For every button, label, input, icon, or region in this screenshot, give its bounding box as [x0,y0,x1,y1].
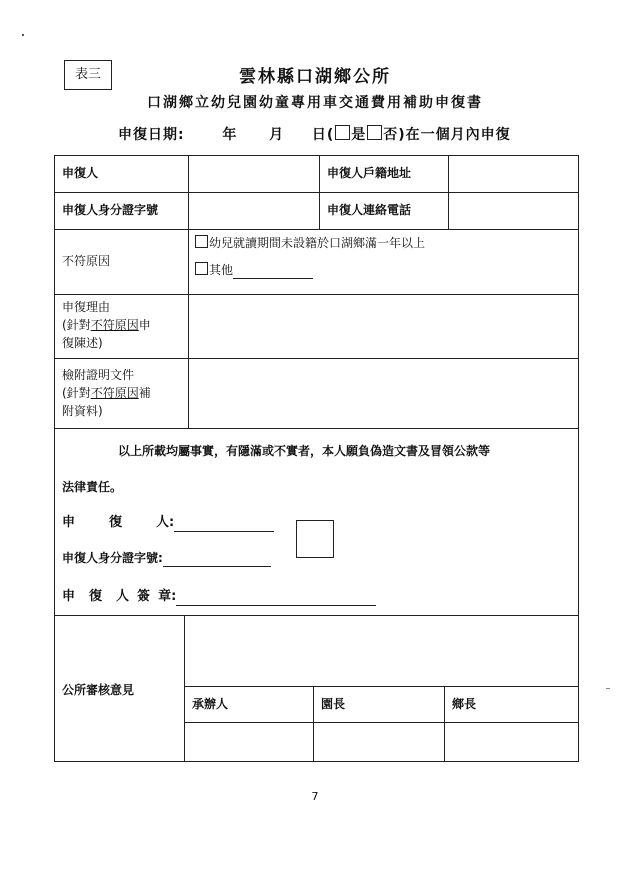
table-border-left [54,155,55,762]
reason-option-residency-text: 幼兒就讀期間未設籍於口湖鄉滿一年以上 [209,236,426,250]
date-prefix: 申復日期: [118,127,185,143]
appeal-reason-input[interactable] [190,296,577,357]
date-suffix: )在一個月內申復 [398,127,511,143]
principal-label: 園長 [321,697,346,711]
signature-char: 簽 [137,589,151,604]
table-line [313,686,314,761]
date-day: 日( [311,127,335,143]
other-checkbox[interactable] [195,262,208,275]
phone-label: 申復人連絡電話 [327,203,412,217]
table-line [184,722,579,723]
handler-label: 承辦人 [192,697,229,711]
reason-label: 不符原因 [62,254,111,268]
appeal-reason-line1: 申復理由 [62,300,111,314]
signer-char: 人: [156,515,175,530]
signer-id-row [62,549,271,567]
table-line [448,155,449,229]
review-label: 公所審核意見 [62,683,135,697]
signer-char: 申 [62,515,76,530]
appeal-reason-line3: 復陳述) [62,336,103,350]
signature-row [62,588,376,606]
signer-input[interactable] [174,517,274,532]
signature-char: 人 [116,589,130,604]
mayor-label: 鄉長 [452,697,477,711]
signature-char: 章: [158,589,177,604]
table-line [54,229,579,230]
signer-id-label: 申復人身分證字號: [62,551,163,565]
yes-checkbox[interactable] [335,125,350,140]
address-input[interactable] [450,157,577,191]
table-line [54,428,579,429]
signer-char: 復 [109,515,123,530]
appeal-reason-label [62,298,151,352]
applicant-label: 申復人 [62,166,99,180]
attachments-underlined: 不符原因 [90,386,139,400]
attachments-line1: 檢附證明文件 [62,368,135,382]
attachments-input[interactable] [190,360,577,427]
page-title: 雲林縣口湖鄉公所 [239,67,391,87]
mayor-signature[interactable] [446,724,577,760]
address-label: 申復人戶籍地址 [327,166,412,180]
principal-signature[interactable] [315,724,443,760]
signer-id-input[interactable] [163,552,271,567]
reason-option-other-text: 其他 [209,263,234,277]
reason-option-other [194,261,313,279]
date-month: 月 [269,127,285,143]
scan-mark [606,688,610,689]
attachments-post: 補 [138,386,151,400]
table-line [184,686,579,687]
residency-checkbox[interactable] [195,235,208,248]
page-number: 7 [311,790,319,803]
attachments-pre: (針對 [62,386,91,400]
date-no: 否 [383,127,399,143]
table-border-right [578,155,579,762]
appeal-reason-pre: (針對 [62,318,91,332]
table-line [54,294,579,295]
no-checkbox[interactable] [367,125,382,140]
id-number-label: 申復人身分證字號 [62,203,159,217]
id-number-input[interactable] [190,194,318,228]
reason-option-residency [194,234,425,252]
table-line [319,155,320,229]
attachments-line2 [62,384,151,402]
appeal-date-line [118,124,511,144]
signer-row [62,514,274,532]
signature-char: 申 [62,589,76,604]
applicant-input[interactable] [190,157,318,191]
form-label: 表三 [64,60,112,90]
phone-input[interactable] [450,194,577,228]
signature-char: 復 [89,589,103,604]
table-line [54,192,579,193]
seal-box[interactable] [296,520,334,558]
table-line [54,358,579,359]
table-line [54,155,579,156]
table-border-bottom [54,761,579,762]
attachments-label [62,366,151,420]
declaration-line2: 法律責任。 [62,480,123,494]
handler-signature[interactable] [186,724,312,760]
date-year: 年 [222,127,238,143]
review-opinion-input[interactable] [186,617,578,685]
appeal-reason-line2 [62,316,151,334]
appeal-reason-post: 申 [138,318,151,332]
attachments-line3: 附資料) [62,404,103,418]
declaration-line1: 以上所載均屬事實，有隱滿或不實者，本人願負偽造文書及冒領公款等 [118,444,491,458]
date-yes: 是 [351,127,367,143]
table-line [188,155,189,428]
form-subtitle: 口湖鄉立幼兒園幼童專用車交通費用補助申復書 [147,95,483,111]
appeal-reason-underlined: 不符原因 [90,318,139,332]
other-input[interactable] [233,264,313,279]
table-line [54,615,579,616]
scan-dot [22,34,24,36]
table-line [184,615,185,761]
table-line [444,686,445,761]
signature-input[interactable] [176,591,376,606]
